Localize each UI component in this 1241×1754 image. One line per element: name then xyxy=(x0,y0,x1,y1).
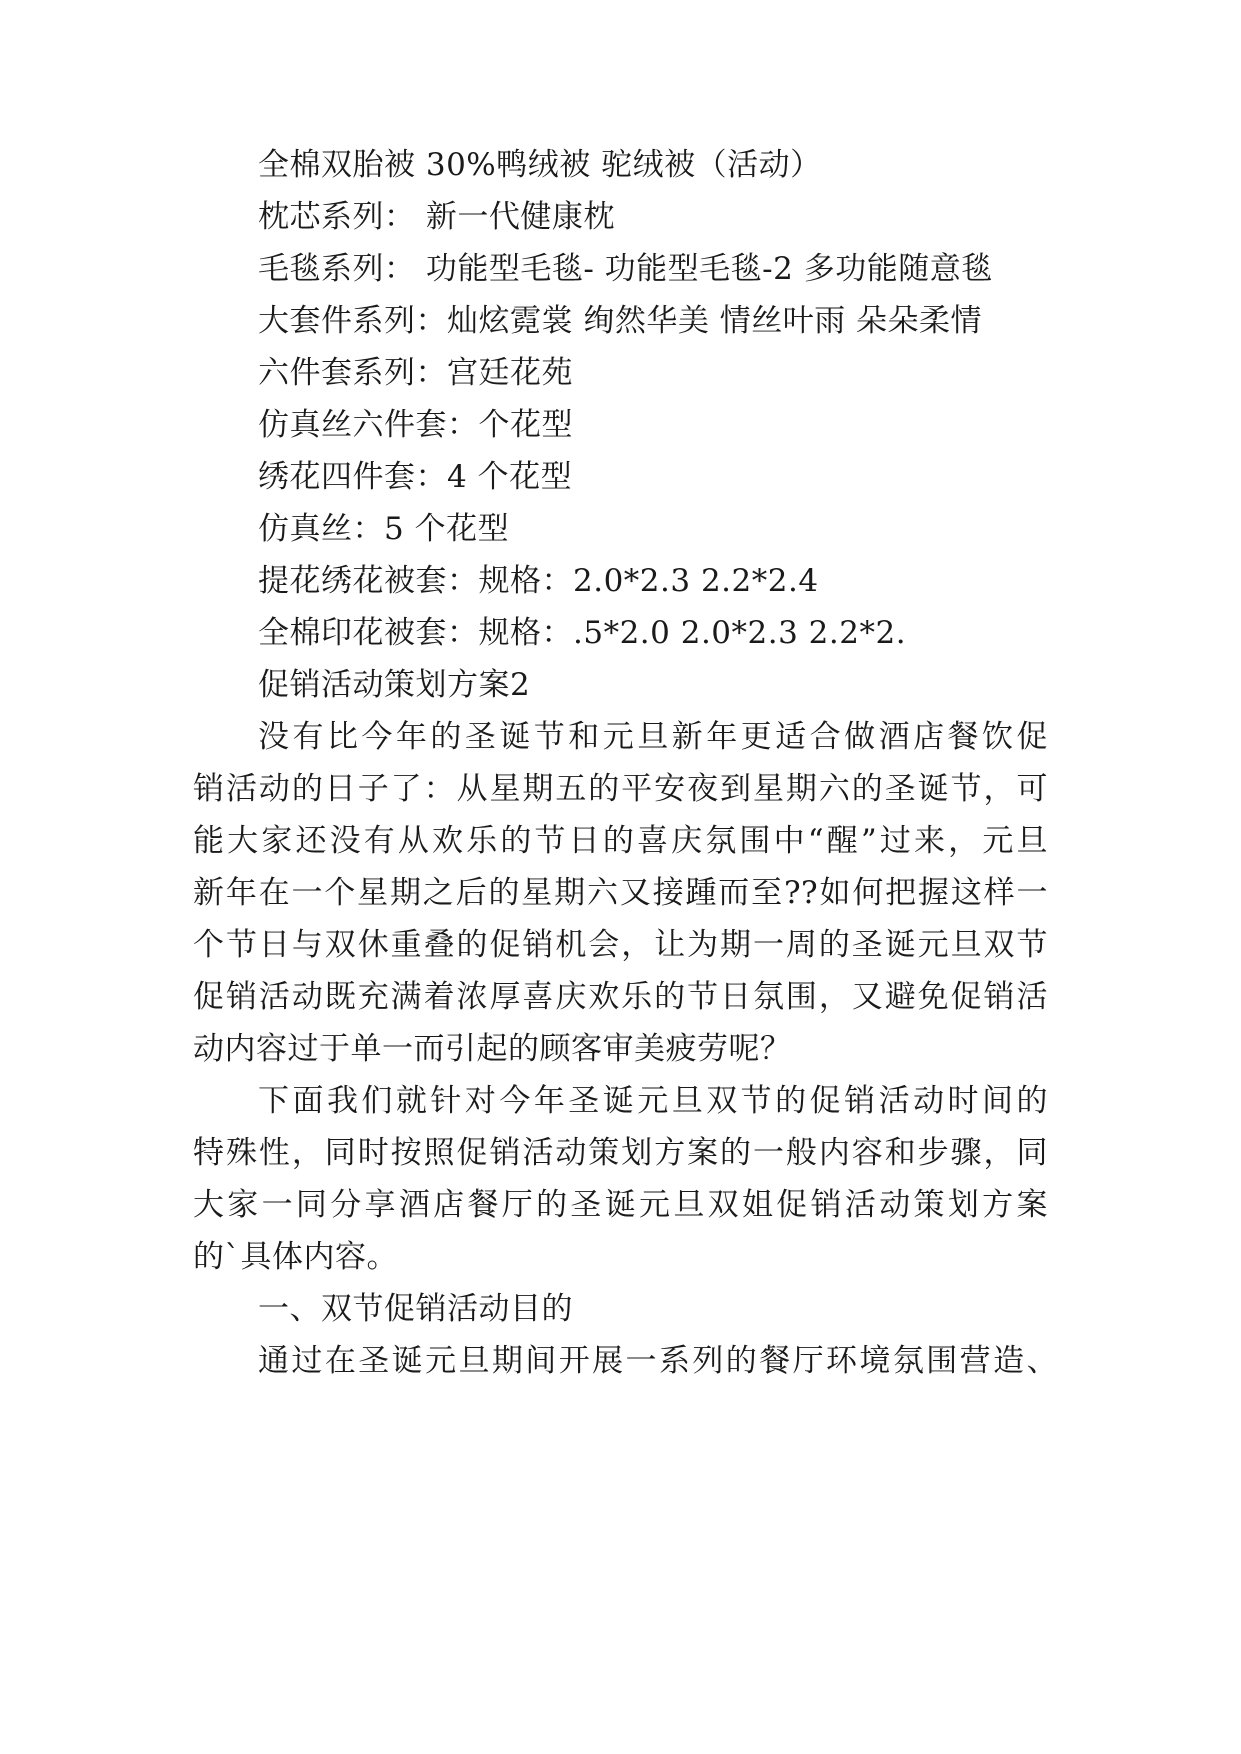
product-line-silk-six-piece: 仿真丝六件套：个花型 xyxy=(258,407,573,443)
paragraph-1-line: 能大家还没有从欢乐的节日的喜庆氛围中“醒”过来，元旦 xyxy=(193,823,1048,859)
paragraph-2-line: 的`具体内容。 xyxy=(193,1239,398,1275)
product-line-six-piece: 六件套系列：宫廷花苑 xyxy=(258,355,573,391)
product-line-blankets: 毛毯系列： 功能型毛毯- 功能型毛毯-2 多功能随意毯 xyxy=(258,251,993,287)
product-line-jacquard-covers: 提花绣花被套：规格：2.0*2.3 2.2*2.4 xyxy=(258,563,819,599)
paragraph-2-line: 特殊性，同时按照促销活动策划方案的一般内容和步骤，同 xyxy=(193,1135,1048,1171)
paragraph-1-line: 没有比今年的圣诞节和元旦新年更适合做酒店餐饮促 xyxy=(258,719,1048,755)
product-line-embroidered-four-piece: 绣花四件套：4 个花型 xyxy=(258,459,573,495)
paragraph-1-line: 动内容过于单一而引起的顾客审美疲劳呢？ xyxy=(193,1031,792,1067)
heading-1: 一、双节促销活动目的 xyxy=(258,1291,573,1327)
paragraph-1-line: 销活动的日子了：从星期五的平安夜到星期六的圣诞节，可 xyxy=(193,771,1048,807)
paragraph-3-line: 通过在圣诞元旦期间开展一系列的餐厅环境氛围营造、 xyxy=(258,1343,1058,1379)
paragraph-1-line: 个节日与双休重叠的促销机会，让为期一周的圣诞元旦双节 xyxy=(193,927,1048,963)
paragraph-2-line: 下面我们就针对今年圣诞元旦双节的促销活动时间的 xyxy=(258,1083,1048,1119)
paragraph-1-line: 促销活动既充满着浓厚喜庆欢乐的节日氛围，又避免促销活 xyxy=(193,979,1048,1015)
section-title: 促销活动策划方案2 xyxy=(258,667,531,703)
product-line-imitation-silk: 仿真丝：5 个花型 xyxy=(258,511,510,547)
paragraph-1-line: 新年在一个星期之后的星期六又接踵而至??如何把握这样一 xyxy=(193,875,1048,911)
product-line-printed-covers: 全棉印花被套：规格：.5*2.0 2.0*2.3 2.2*2. xyxy=(258,615,907,651)
product-line-quilts: 全棉双胎被 30%鸭绒被 驼绒被（活动） xyxy=(258,147,822,183)
paragraph-2-line: 大家一同分享酒店餐厅的圣诞元旦双姐促销活动策划方案 xyxy=(193,1187,1048,1223)
product-line-pillows: 枕芯系列： 新一代健康枕 xyxy=(258,199,615,235)
product-line-large-sets: 大套件系列：灿炫霓裳 绚然华美 情丝叶雨 朵朵柔情 xyxy=(258,303,983,339)
